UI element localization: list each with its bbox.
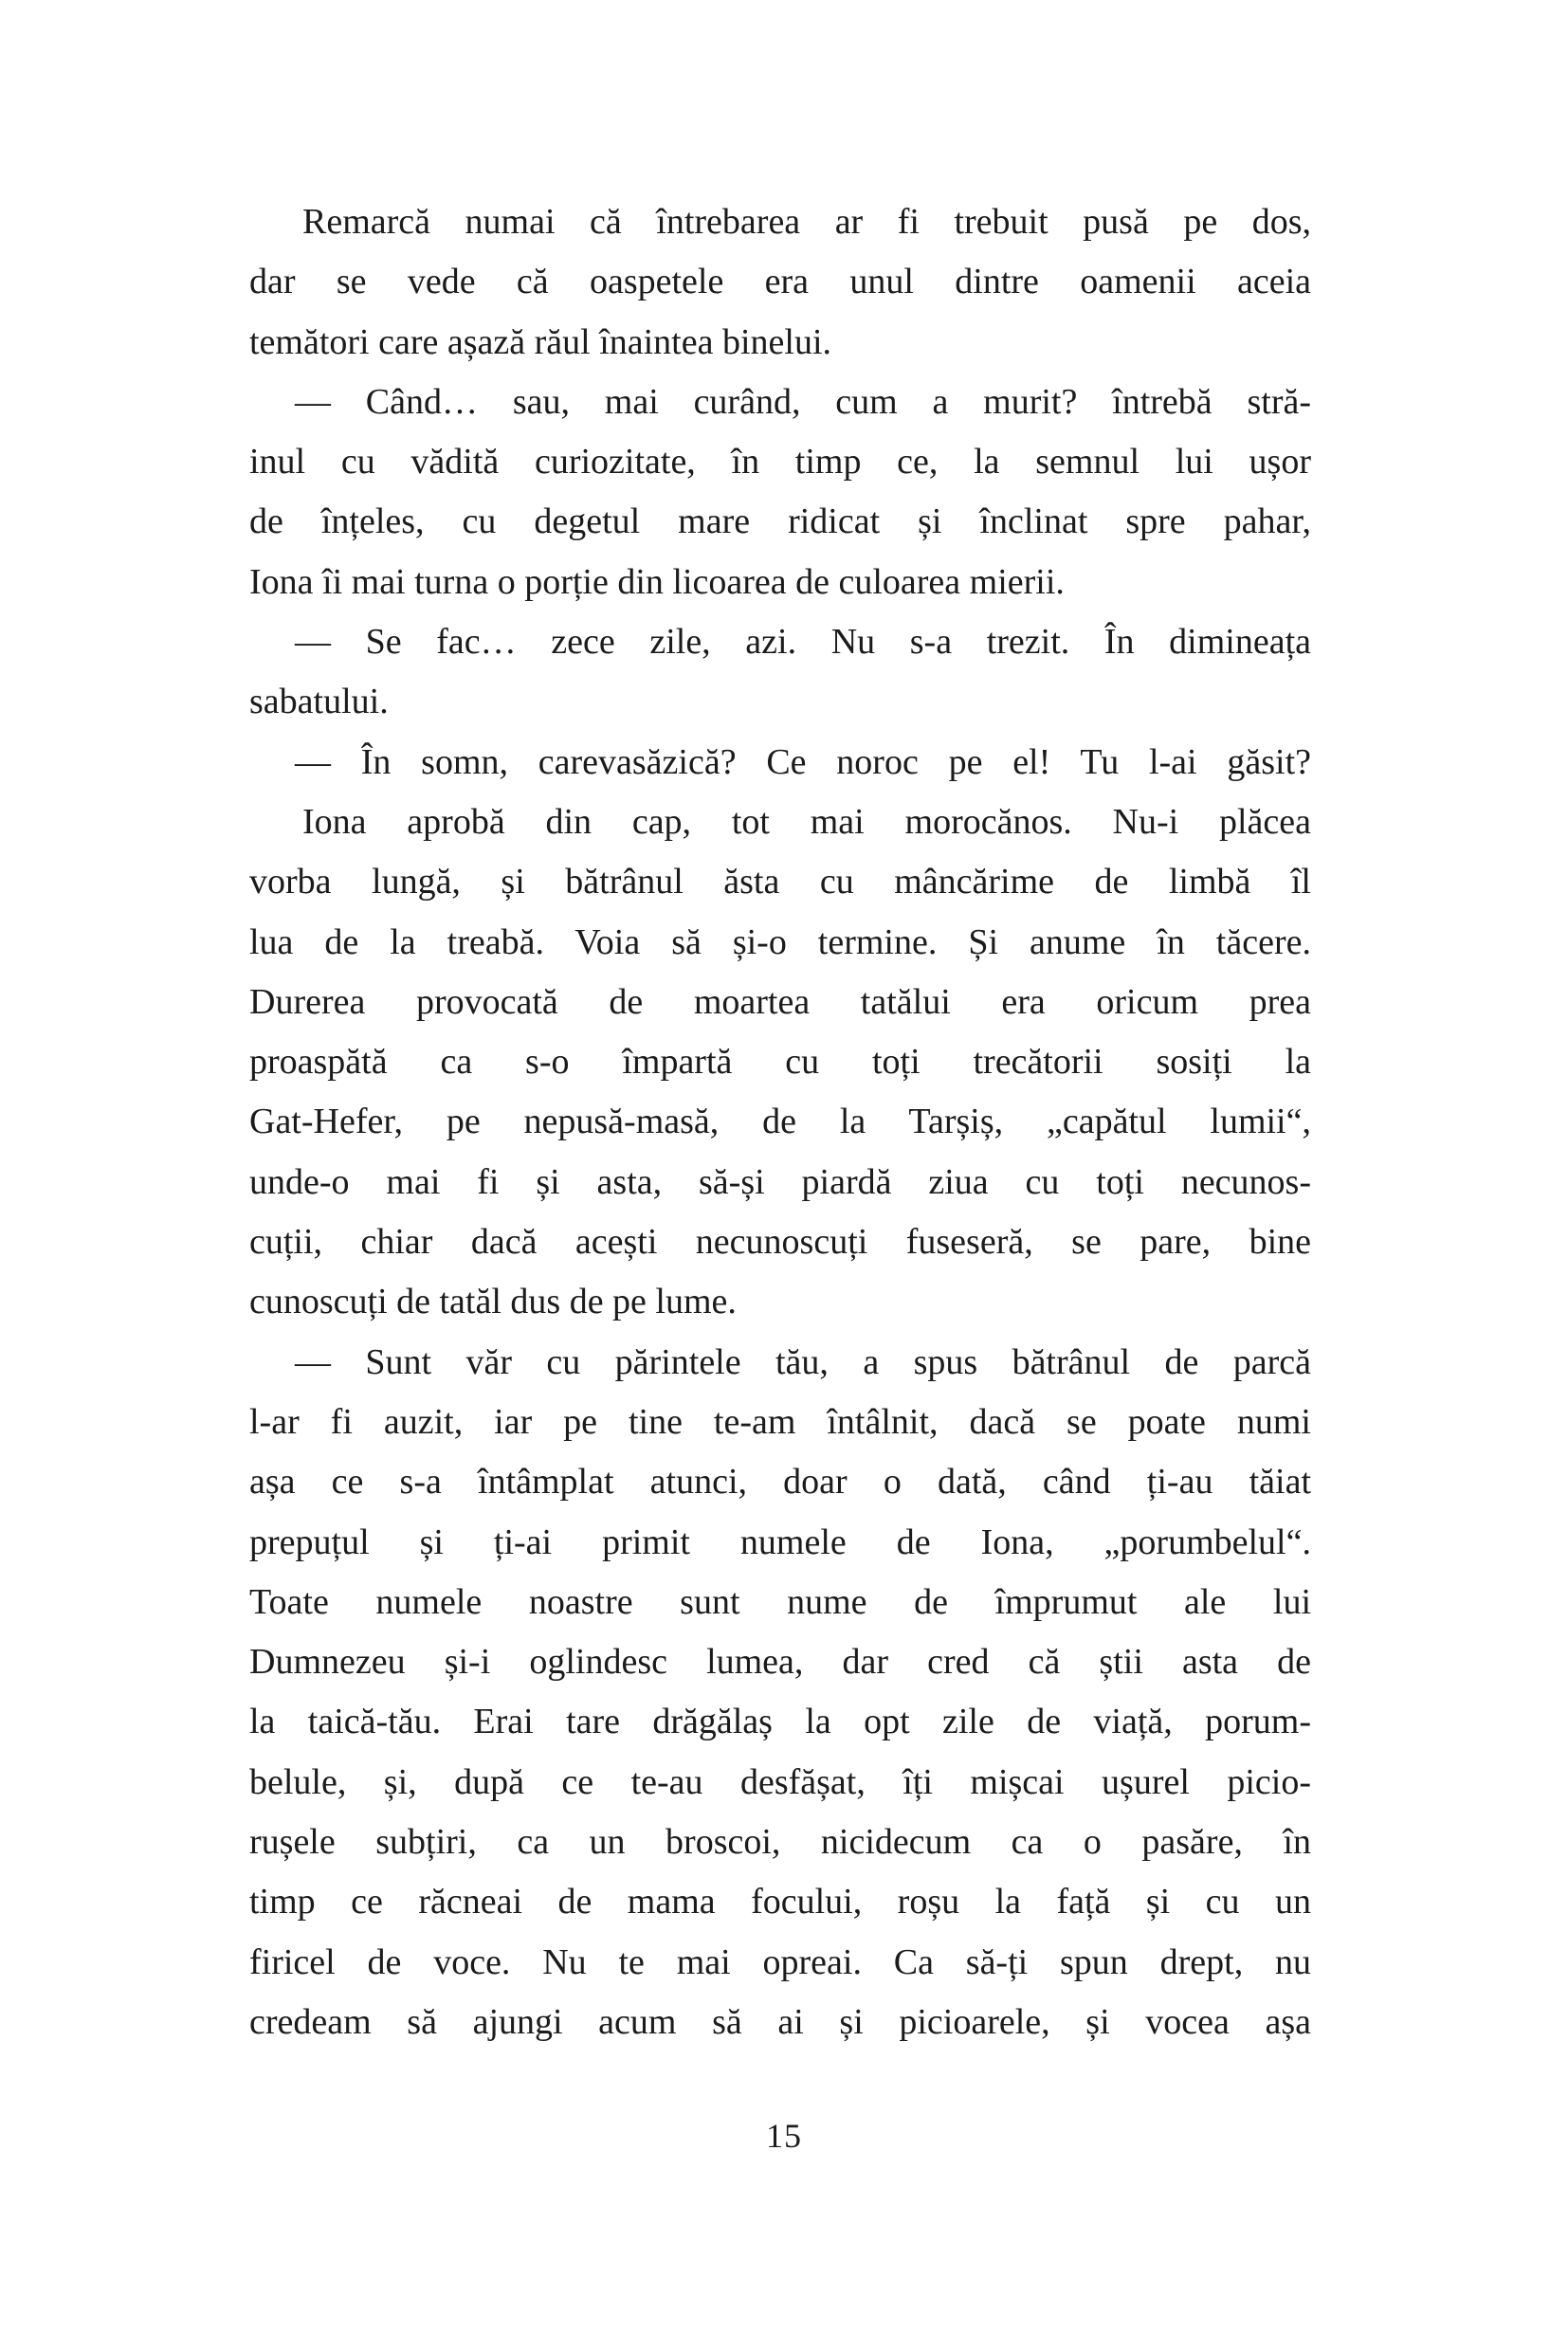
text-line: sabatului. <box>249 682 389 722</box>
text-line: — Când… sau, mai curând, cum a murit? întrebă stră- <box>295 381 1311 422</box>
page-number: 15 <box>766 2117 802 2155</box>
text-line: cunoscuți de tatăl dus de pe lume. <box>249 1282 737 1322</box>
text-line: de înțeles, cu degetul mare ridicat și înclinat spre pahar, <box>249 501 1311 542</box>
text-line: unde-o mai fi și asta, să-și piardă ziua cu toți necunos- <box>249 1161 1311 1202</box>
text-line: firicel de voce. Nu te mai opreai. Ca să-ți spun drept, nu <box>249 1941 1311 1982</box>
text-line: — Se fac… zece zile, azi. Nu s-a trezit. În dimineața <box>295 622 1311 663</box>
text-line: Iona aprobă din cap, tot mai morocănos. Nu-i plăcea <box>302 801 1311 842</box>
text-line: vorba lungă, și bătrânul ăsta cu mâncărime de limbă îl <box>249 862 1311 902</box>
text-line: l-ar fi auzit, iar pe tine te-am întâlnit, dacă se poate numi <box>249 1401 1311 1442</box>
text-line: Toate numele noastre sunt nume de împrumut ale lui <box>249 1581 1311 1622</box>
text-line: credeam să ajungi acum să ai și picioarele, și vocea așa <box>249 2001 1311 2042</box>
text-line: Dumnezeu și-i oglindesc lumea, dar cred că știi asta de <box>249 1642 1311 1683</box>
text-line: inul cu vădită curiozitate, în timp ce, la semnul lui ușor <box>249 442 1311 483</box>
text-line: rușele subțiri, ca un broscoi, nicidecum ca o pasăre, în <box>249 1822 1311 1863</box>
text-line: cuții, chiar dacă acești necunoscuți fuseseră, se pare, bine <box>249 1222 1311 1263</box>
text-line: Gat-Hefer, pe nepusă-masă, de la Tarșiș, „capătul lumii“, <box>249 1102 1311 1142</box>
text-line: prepuțul și ți-ai primit numele de Iona, „porumbelul“. <box>249 1522 1311 1562</box>
body-text <box>249 192 1311 2052</box>
text-line: Remarcă numai că întrebarea ar fi trebuit pusă pe dos, <box>302 202 1311 242</box>
text-line: temători care așază răul înaintea binelui. <box>249 321 832 362</box>
text-line: așa ce s-a întâmplat atunci, doar o dată, când ți-au tăiat <box>249 1462 1311 1503</box>
text-line: Durerea provocată de moartea tatălui era oricum prea <box>249 981 1311 1022</box>
text-line: Iona îi mai turna o porție din licoarea de culoarea mierii. <box>249 561 1065 602</box>
text-line: la taică-tău. Erai tare drăgălaș la opt zile de viață, porum- <box>249 1702 1311 1742</box>
text-line: belule, și, după ce te-au desfășat, îți mișcai ușurel picio- <box>249 1761 1311 1802</box>
text-line: lua de la treabă. Voia să și-o termine. Și anume în tăcere. <box>249 921 1311 962</box>
text-line: — Sunt văr cu părintele tău, a spus bătrânul de parcă <box>295 1341 1311 1382</box>
text-line: dar se vede că oaspetele era unul dintre oamenii aceia <box>249 262 1311 302</box>
text-line: timp ce răcneai de mama focului, roșu la față și cu un <box>249 1882 1311 1923</box>
text-line: proaspătă ca s-o împartă cu toți trecătorii sosiți la <box>249 1042 1311 1083</box>
text-line: — În somn, carevasăzică? Ce noroc pe el! Tu l-ai găsit? <box>295 741 1311 782</box>
